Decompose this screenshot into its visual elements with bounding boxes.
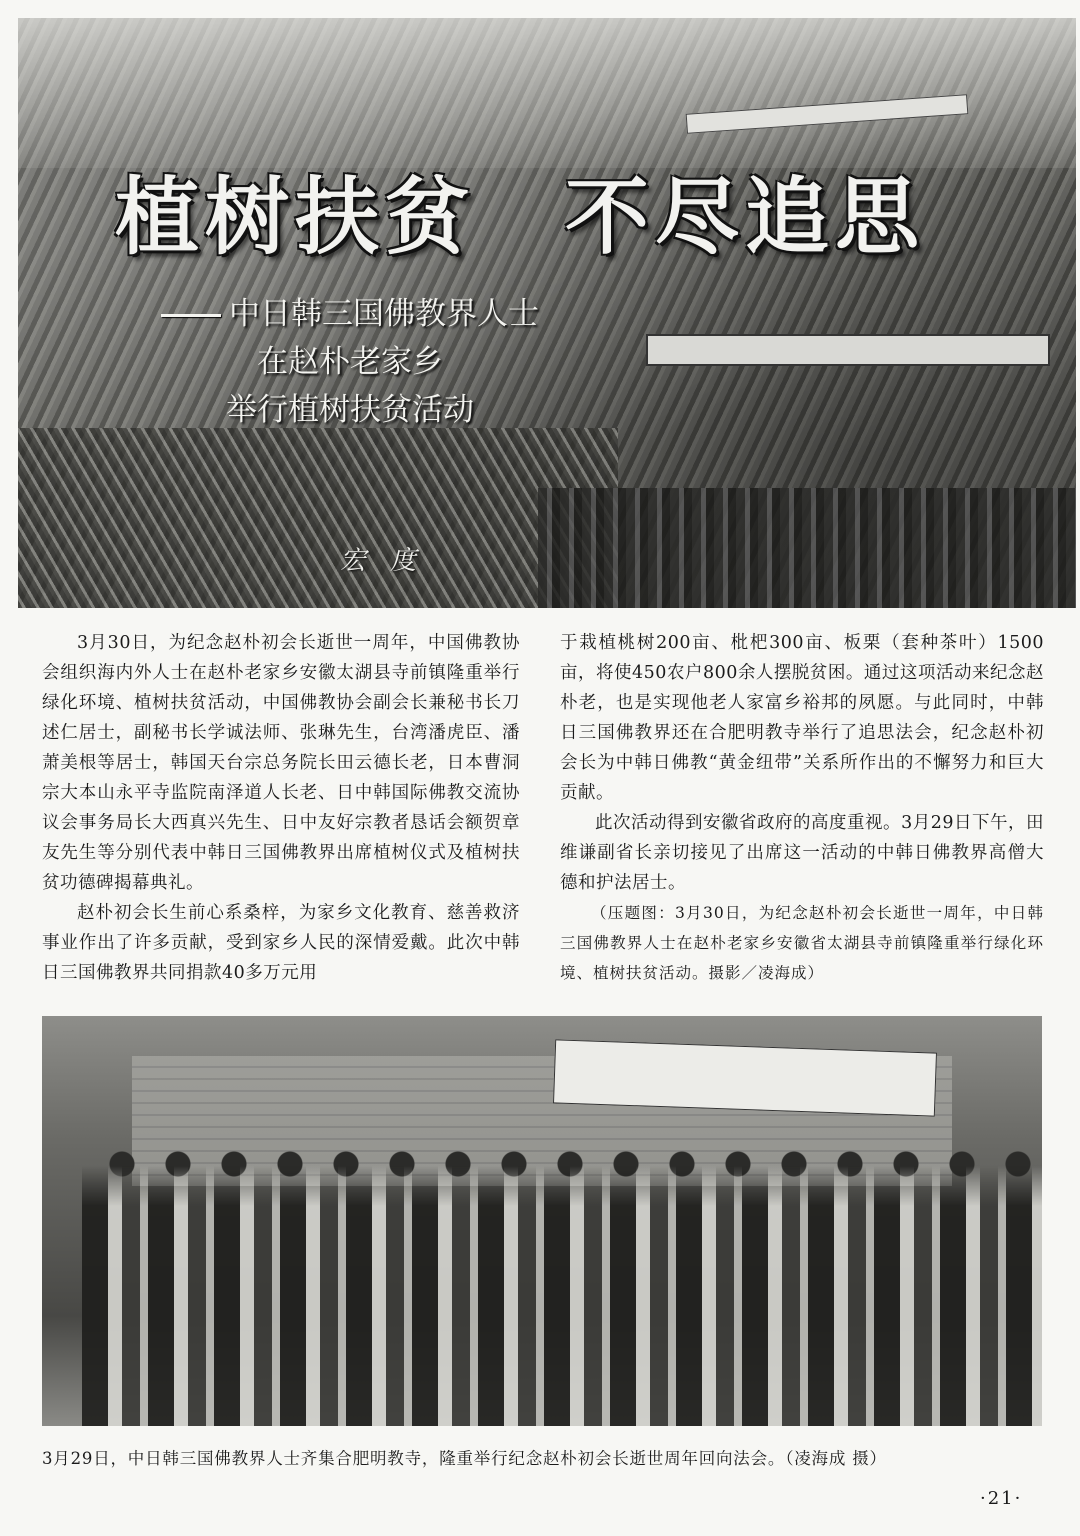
body-paragraph: 此次活动得到安徽省政府的高度重视。3月29日下午，田维谦副省长亲切接见了出席这一活动的中韩日佛教界高僧大德和护法居士。 xyxy=(560,813,1044,893)
photo-memorial-banner xyxy=(553,1039,937,1116)
body-paragraph: 3月30日，为纪念赵朴初会长逝世一周年，中国佛教协会组织海内外人士在赵朴老家乡安徽太湖县寺前镇隆重举行绿化环境、植树扶贫活动，中国佛教协会副会长兼秘书长刀述仁居士，副秘书长学诚法师、张琳先生，台湾潘虎臣、潘萧美根等居士，韩国天台宗总务院长田云德长老，日本曹洞宗大本山永平寺监院南泽道人长老、日中韩国际佛教交流协议会事务局长大西真兴先生、日中友好宗教者恳话会额贺章友先生等分别代表中韩日三国佛教界出席植树仪式及植树扶贫功德碑揭幕典礼。 xyxy=(42,633,520,893)
page-number: ·21· xyxy=(980,1488,1023,1509)
photo-note: （压题图：3月30日，为纪念赵朴初会长逝世一周年，中日韩三国佛教界人士在赵朴老家乡安徽省太湖县寺前镇隆重举行绿化环境、植树扶贫活动。摄影／凌海成） xyxy=(560,904,1044,982)
photo-trees xyxy=(18,428,618,608)
photo-sky xyxy=(18,18,1076,168)
body-paragraph-continued: 于栽植桃树200亩、枇杷300亩、板栗（套种茶叶）1500亩，将使450农户800余人摆脱贫困。通过这项活动来纪念赵朴老，也是实现他老人家富乡裕邦的夙愿。与此同时，中韩日三国佛教界还在合肥明教寺举行了追思法会，纪念赵朴初会长为中韩日佛教“黄金纽带”关系所作出的不懈努力和巨大贡献。 xyxy=(560,633,1044,803)
photo-group-people xyxy=(82,1166,1042,1426)
photo-ceremony-banner xyxy=(646,334,1050,366)
author-name: 宏度 xyxy=(340,546,441,576)
article-subtitle xyxy=(130,290,570,434)
subtitle-line-2: 在赵朴老家乡 xyxy=(257,344,443,380)
subtitle-line-1: 中日韩三国佛教界人士 xyxy=(130,290,570,338)
subtitle-line-3: 举行植树扶贫活动 xyxy=(226,392,474,428)
body-column-right xyxy=(560,628,1044,988)
group-photo xyxy=(42,1016,1042,1426)
article-title: 植树扶贫 不尽追思 xyxy=(115,168,926,266)
body-paragraph: 赵朴初会长生前心系桑梓，为家乡文化教育、慈善救济事业作出了许多贡献，受到家乡人民的深情爱戴。此次中韩日三国佛教界共同捐款40多万元用 xyxy=(42,903,520,983)
dash-mark xyxy=(161,314,221,317)
body-column-left xyxy=(42,628,520,988)
photo-crowd xyxy=(538,488,1076,608)
photo-caption: 3月29日，中日韩三国佛教界人士齐集合肥明教寺，隆重举行纪念赵朴初会长逝世周年回向法会。（凌海成 摄） xyxy=(42,1449,887,1468)
